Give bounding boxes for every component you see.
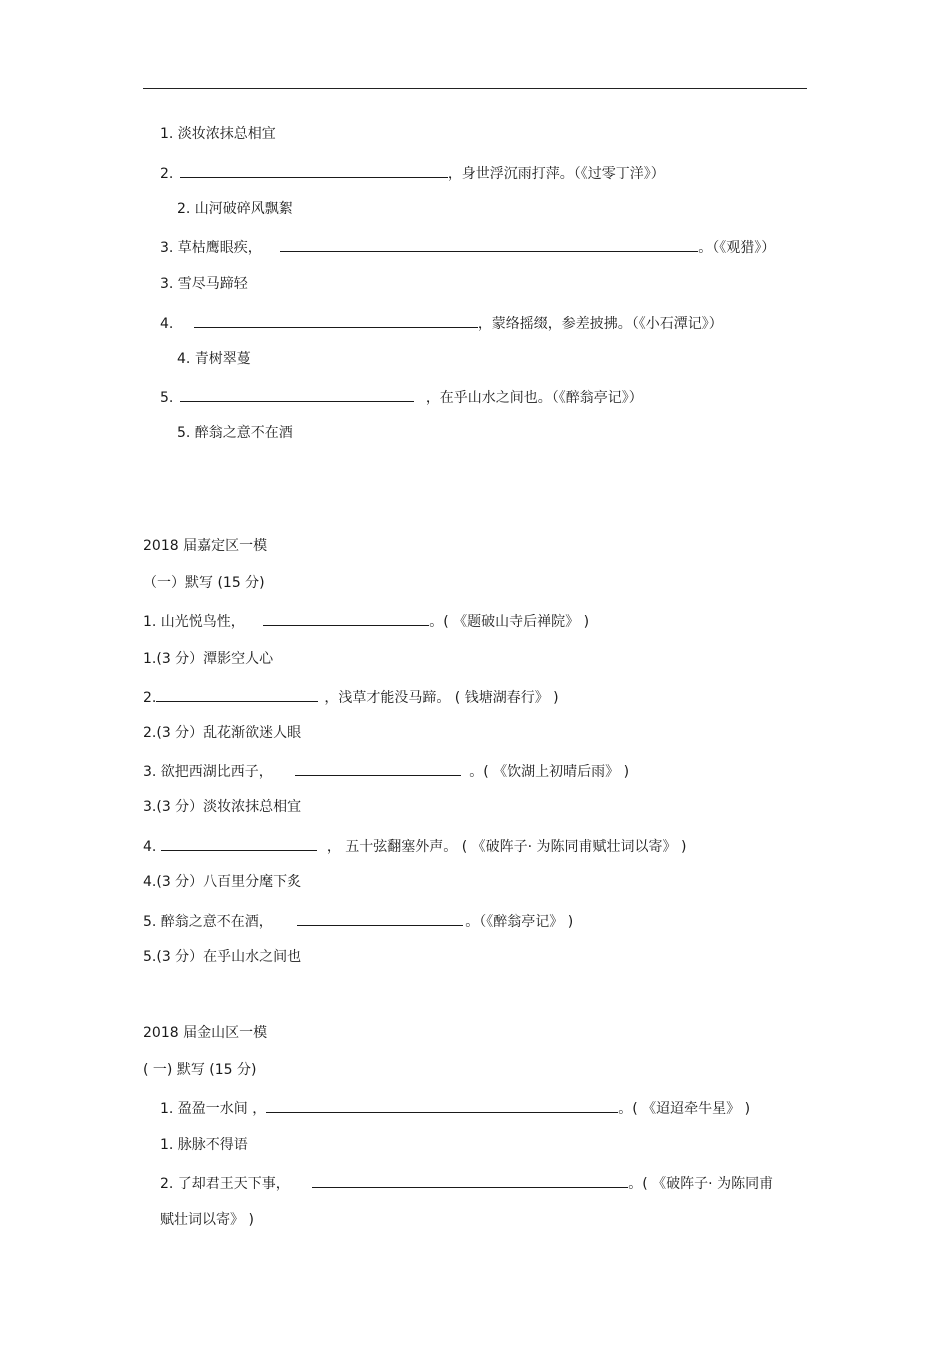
question-line [160,1172,773,1192]
blank [312,1172,628,1188]
blank [156,686,318,702]
answer-line: 2. 山河破碎风飘絮 [177,201,293,217]
question-line [160,1097,750,1117]
question-line [143,610,589,630]
question-number: 5. [160,390,174,406]
blank [180,162,448,178]
question-number: 4. [143,839,157,855]
question-text: 。( 《饮湖上初晴后雨》 ) [469,764,630,780]
answer-line: 1.(3 分）潭影空人心 [143,651,274,667]
answer-line: 4. 青树翠蔓 [177,351,251,367]
question-text: 2. 了却君王天下事， [160,1176,290,1192]
question-line [160,162,665,182]
header-rule [143,88,807,89]
question-text: 。( 《题破山寺后禅院》 ) [429,614,590,630]
question-text: 。（《观猎》） [698,240,776,256]
blank [180,386,414,402]
question-text: 1. 盈盈一水间 ， [160,1101,267,1117]
question-text: 。（《醉翁亭记》 ) [465,914,574,930]
answer-line: 2.(3 分）乱花渐欲迷人眼 [143,725,302,741]
section-heading: 2018 届金山区一模 [143,1025,268,1041]
answer-line: 1. 脉脉不得语 [160,1137,248,1153]
question-line [160,312,723,332]
blank [266,1097,618,1113]
answer-line: 4.(3 分）八百里分麾下炙 [143,874,302,890]
question-text: 5. 醉翁之意不在酒， [143,914,273,930]
blank [194,312,478,328]
question-text: 1. 山光悦鸟性， [143,614,245,630]
question-text: 。( 《破阵子· 为陈同甫 [628,1176,774,1192]
answer-line: 1. 淡妆浓抹总相宜 [160,126,276,142]
question-text: 3. 草枯鹰眼疾， [160,240,262,256]
blank [280,236,698,252]
answer-line: 5.(3 分）在乎山水之间也 [143,949,302,965]
question-text: 。( 《迢迢牵牛星》 ) [618,1101,751,1117]
section-heading: 2018 届嘉定区一模 [143,538,268,554]
blank [161,835,317,851]
blank [295,760,461,776]
question-text: 3. 欲把西湖比西子， [143,764,273,780]
question-line [143,686,559,706]
question-line [143,910,573,930]
question-line [160,386,643,406]
answer-line: 3. 雪尽马蹄轻 [160,276,248,292]
section-subheading: ( 一) 默写 (15 分) [143,1062,257,1078]
question-text: ，身世浮沉雨打萍。（《过零丁洋》） [447,166,665,182]
answer-line: 3.(3 分）淡妆浓抹总相宜 [143,799,302,815]
question-text: ， 五十弦翻塞外声。 ( 《破阵子· 为陈同甫赋壮词以寄》 ) [326,839,687,855]
blank [263,610,429,626]
question-number: 2. [160,166,174,182]
answer-line: 5. 醉翁之意不在酒 [177,425,293,441]
section-subheading: （一）默写 (15 分) [143,575,265,591]
question-text: ，在乎山水之间也。（《醉翁亭记》） [425,390,643,406]
question-number: 2. [143,690,157,706]
blank [297,910,463,926]
question-number: 4. [160,316,174,332]
question-continuation: 赋壮词以寄》 ) [160,1212,254,1228]
question-line [143,835,686,855]
question-line [143,760,629,780]
question-text: ，蒙络摇缀，参差披拂。（《小石潭记》） [477,316,723,332]
question-line [160,236,775,256]
question-text: ，浅草才能没马蹄。 ( 钱塘湖春行》 ) [324,690,559,706]
